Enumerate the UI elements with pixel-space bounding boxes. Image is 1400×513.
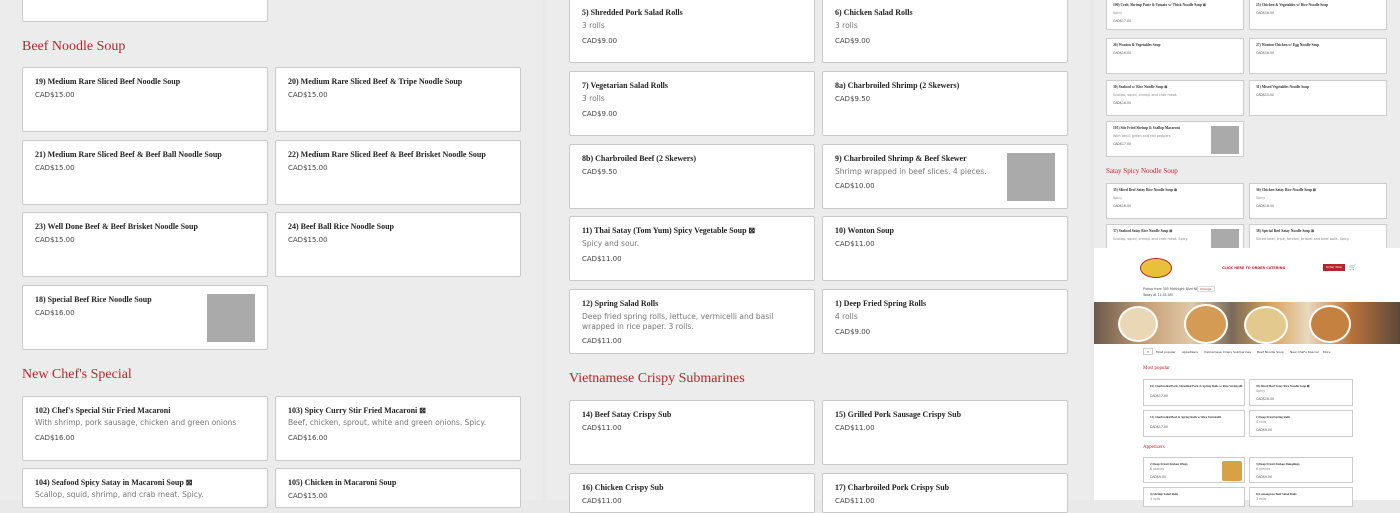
item-price: CAD$16.00 [1113, 204, 1132, 208]
menu-item-card[interactable] [22, 468, 268, 508]
search-icon[interactable]: ⌕ [1143, 348, 1153, 355]
menu-item-card[interactable] [822, 289, 1068, 354]
restaurant-logo [1140, 258, 1172, 278]
item-name: 14) Beef Satay Crispy Sub [582, 410, 672, 419]
menu-item-card[interactable] [275, 212, 521, 277]
nav-submarines[interactable]: Vietnamese Crispy Submarines [1204, 350, 1251, 354]
item-name: 100) Crab, Shrimp Paste & Tomato w/ Thick Noodle Soup ⊠ [1113, 3, 1206, 7]
mini-menu-item-card[interactable] [1249, 410, 1353, 437]
mini-menu-item-card[interactable] [1249, 457, 1353, 483]
item-description: 4 rolls [1256, 420, 1267, 424]
menu-item-card[interactable] [569, 289, 815, 354]
menu-item-card[interactable] [569, 473, 815, 513]
nav-appetizers[interactable]: Appetizers [1182, 350, 1198, 354]
menu-item-card[interactable] [822, 400, 1068, 465]
menu-item-card[interactable] [22, 396, 268, 461]
menu-item-card[interactable] [569, 0, 815, 63]
item-price: CAD$9.00 [835, 328, 871, 336]
item-description: Scallop, squid, shrimp and crab meat. Spicy. [1113, 237, 1189, 241]
item-description: 4 rolls [835, 312, 858, 321]
item-name: 10) Wonton Soup [835, 226, 894, 235]
item-price: CAD$9.00 [582, 37, 618, 45]
menu-item-card[interactable] [275, 140, 521, 205]
item-price: CAD$11.00 [582, 337, 622, 345]
mini-menu-item-card[interactable] [1249, 379, 1353, 406]
left-menu-panel [0, 0, 543, 500]
item-description: 3 rolls [1256, 497, 1267, 501]
item-price: CAD$15.00 [288, 236, 328, 244]
item-price: CAD$17.00 [1150, 394, 1169, 398]
item-price: CAD$10.00 [835, 182, 875, 190]
dish-image [1309, 305, 1351, 343]
dish-image [1184, 304, 1228, 344]
item-name: 35) Sliced Beef Satay Rice Noodle Soup ⊠ [1113, 188, 1178, 192]
nav-more[interactable]: More [1323, 350, 1331, 354]
item-price: CAD$16.00 [288, 434, 328, 442]
item-name: 8b) Charbroiled Beef (2 Skewers) [582, 154, 697, 163]
item-name: 37) Seafood Satay Rice Noodle Soup ⊠ [1113, 229, 1173, 233]
item-description: Spicy [1113, 11, 1123, 15]
item-price: CAD$17.00 [1113, 19, 1132, 23]
mini-menu-item-card[interactable] [1143, 379, 1245, 406]
item-price: CAD$9.00 [582, 110, 618, 118]
item-name: 2) Deep Fried Chicken Wings [1150, 462, 1188, 466]
item-name: 11) Thai Satay (Tom Yum) Spicy Vegetable Soup ⊠ [582, 226, 756, 235]
item-description: 3 rolls [1150, 497, 1161, 501]
menu-item-card[interactable] [822, 216, 1068, 281]
item-description: Spicy and sour. [582, 239, 640, 248]
item-name: 103) Spicy Curry Stir Fried Macaroni ⊠ [288, 406, 426, 415]
item-name: 19) Medium Rare Sliced Beef Noodle Soup [35, 77, 181, 86]
item-name: 22) Medium Rare Sliced Beef & Beef Brisket Noodle Soup [288, 150, 486, 159]
item-name: 38) Special Beef Satay Noodle Soup ⊠ [1256, 229, 1315, 233]
menu-item-card[interactable] [22, 212, 268, 277]
item-description: Shrimp wrapped in beef slices. 4 pieces. [835, 167, 987, 176]
item-name: 23) Well Done Beef & Beef Brisket Noodle Soup [35, 222, 198, 231]
mini-menu-item-card[interactable] [1249, 0, 1387, 30]
item-price: CAD$9.00 [1256, 428, 1272, 432]
item-price: CAD$11.00 [835, 240, 875, 248]
item-name: 12) Charbroiled Beef & Spring Rolls w/ Rice Vermicelli [1150, 415, 1221, 419]
item-name: 105) Chicken in Macaroni Soup [288, 478, 397, 487]
item-price: CAD$16.00 [1256, 51, 1275, 55]
item-price: CAD$11.00 [582, 497, 622, 505]
item-price: CAD$9.50 [582, 168, 618, 176]
item-description: Scallop, squid, shrimp, and crab meat. Spicy. [35, 490, 204, 499]
item-name: 20) Medium Rare Sliced Beef & Tripe Noodle Soup [288, 77, 463, 86]
item-description: 6 pieces [1256, 467, 1271, 471]
item-name: 8a) Charbroiled Shrimp (2 Skewers) [835, 81, 960, 90]
item-name: 18) Special Beef Rice Noodle Soup [35, 295, 152, 304]
item-price: CAD$11.00 [582, 424, 622, 432]
item-price: CAD$16.00 [1113, 101, 1132, 105]
section-heading-popular: Most popular [1143, 366, 1170, 371]
item-description: With basil, green and red peppers [1113, 134, 1171, 138]
item-price: CAD$11.00 [582, 255, 622, 263]
menu-item-card[interactable] [275, 468, 521, 508]
section-heading-subs: Vietnamese Crispy Submarines [569, 371, 745, 386]
item-name: 16) Charbroiled Pork, Shredded Pork & Spring Rolls w/ Rice Vermicelli [1150, 384, 1243, 388]
item-description: Deep fried spring rolls, lettuce, vermicelli and basil wrapped in rice paper. 3 rolls. [582, 312, 774, 331]
item-description: Spicy [1256, 389, 1266, 393]
item-price: CAD$9.00 [835, 37, 871, 45]
middle-menu-panel [547, 0, 1090, 505]
item-image [207, 294, 255, 342]
mini-menu-item-card[interactable] [1143, 410, 1245, 437]
site-preview [1094, 248, 1400, 500]
mini-menu-item-card[interactable] [1249, 80, 1387, 116]
item-name: 12) Spring Salad Rolls [582, 299, 659, 308]
item-image [1211, 126, 1239, 154]
item-name: 21) Medium Rare Sliced Beef & Beef Ball Noodle Soup [35, 150, 222, 159]
item-description: With shrimp, pork sausage, chicken and green onions [35, 418, 237, 427]
item-name: 26) Wonton & Vegetables Soup [1113, 43, 1161, 47]
item-name: 15) Grilled Pork Sausage Crispy Sub [835, 410, 962, 419]
item-name: 101) Stir Fried Shrimp & Scallop Macaroni [1113, 126, 1180, 130]
nav-most-popular[interactable]: Most popular [1156, 350, 1176, 354]
item-image [1222, 461, 1242, 481]
menu-item-card[interactable] [569, 216, 815, 281]
item-price: CAD$17.00 [1150, 425, 1169, 429]
item-price: CAD$15.00 [35, 164, 75, 172]
item-image [1007, 153, 1055, 201]
item-name: 35) Sliced Beef Satay Rice Noodle Soup ⊠ [1256, 384, 1310, 388]
item-name: 36) Chicken Satay Rice Noodle Soup ⊠ [1256, 188, 1316, 192]
item-price: CAD$11.00 [835, 424, 875, 432]
mini-menu-item-card[interactable] [1106, 183, 1244, 219]
menu-item-card[interactable] [22, 67, 268, 132]
item-name: 31) Mixed Vegetables Noodle Soup [1256, 85, 1309, 89]
mini-menu-item-card[interactable] [1106, 80, 1244, 116]
section-heading-satay: Satay Spicy Noodle Soup [1106, 167, 1178, 175]
section-heading-beef: Beef Noodle Soup [22, 39, 126, 54]
menu-item-card[interactable] [275, 396, 521, 461]
item-price: CAD$15.00 [1256, 93, 1275, 97]
item-description: Sliced beef, tripe, tendon, brisket and beef balls. Spicy. [1256, 237, 1350, 241]
item-name: 6) Chicken Salad Rolls [835, 8, 913, 17]
item-name: 30) Seafood w/ Rice Noodle Soup ⊠ [1113, 85, 1168, 89]
item-description: Scallop, squid, shrimp and crab meat. [1113, 93, 1178, 97]
mini-menu-item-card[interactable] [1106, 38, 1244, 74]
item-price: CAD$15.00 [35, 236, 75, 244]
item-price: CAD$9.00 [1150, 475, 1166, 479]
cart-icon[interactable]: 🛒 [1349, 264, 1357, 271]
item-price: CAD$15.00 [288, 164, 328, 172]
item-price: CAD$17.00 [1113, 142, 1132, 146]
menu-item-card[interactable] [569, 144, 815, 209]
item-description: 3 rolls [835, 21, 858, 30]
menu-item-card[interactable] [22, 285, 268, 350]
mini-menu-item-card[interactable] [1106, 121, 1244, 157]
item-name: 8) Lemongrass Beef Salad Rolls [1256, 492, 1297, 496]
catering-link[interactable]: CLICK HERE TO ORDER CATERING [1222, 266, 1286, 270]
item-price: CAD$15.00 [288, 91, 328, 99]
nav-beef-noodle[interactable]: Beef Noodle Soup [1257, 350, 1284, 354]
item-price: CAD$9.50 [835, 95, 871, 103]
mini-menu-item-card[interactable] [1249, 183, 1387, 219]
dish-image [1244, 306, 1288, 344]
item-name: 7) Vegetarian Salad Rolls [582, 81, 669, 90]
hero-food-image [1094, 302, 1400, 344]
item-description: Beef, chicken, sprout, white and green onions. Spicy. [288, 418, 487, 427]
mini-menu-item-card[interactable] [1143, 487, 1245, 507]
section-heading-appetizers: Appetizers [1143, 445, 1165, 450]
menu-item-card[interactable] [22, 140, 268, 205]
menu-item-card[interactable] [275, 67, 521, 132]
menu-item-card[interactable] [22, 0, 268, 22]
item-price: CAD$9.00 [1256, 475, 1272, 479]
item-price: CAD$16.00 [1256, 11, 1275, 15]
right-preview-panel [1094, 0, 1400, 500]
item-name: 17) Charbroiled Pork Crispy Sub [835, 483, 950, 492]
item-description: 3 rolls [582, 21, 605, 30]
pickup-location: Pickup from 305 McKnight Blvd NE [1143, 287, 1199, 291]
mini-menu-item-card[interactable] [1249, 38, 1387, 74]
change-button[interactable]: Change [1197, 286, 1215, 292]
dish-image [1118, 306, 1158, 342]
item-price: CAD$16.00 [1113, 51, 1132, 55]
item-price: CAD$11.00 [835, 497, 875, 505]
item-price: CAD$15.00 [35, 91, 75, 99]
item-price: CAD$16.00 [1256, 204, 1275, 208]
item-name: 1) Deep Fried Spring Rolls [835, 299, 927, 308]
menu-item-card[interactable] [822, 71, 1068, 136]
item-price: CAD$15.00 [288, 492, 328, 500]
menu-item-card[interactable] [569, 400, 815, 465]
item-price: CAD$16.00 [1256, 397, 1275, 401]
order-now-button[interactable]: Order Now [1323, 264, 1345, 271]
nav-chefs-special[interactable]: New Chef's Special [1290, 350, 1319, 354]
item-price: CAD$16.00 [35, 309, 75, 317]
menu-item-card[interactable] [569, 71, 815, 136]
item-name: 16) Chicken Crispy Sub [582, 483, 664, 492]
item-description: 6 pieces [1150, 467, 1165, 471]
item-description: Spicy [1113, 196, 1123, 200]
item-name: 1) Deep Fried Spring Rolls [1256, 415, 1291, 419]
menu-item-card[interactable] [822, 473, 1068, 513]
item-name: 5) Shredded Pork Salad Rolls [582, 8, 683, 17]
item-description: Spicy [1256, 196, 1266, 200]
item-name: 4) Shrimp Salad Rolls [1150, 492, 1179, 496]
item-name: 24) Beef Ball Rice Noodle Soup [288, 222, 394, 231]
item-name: 27) Wonton Chicken w/ Egg Noodle Soup [1256, 43, 1320, 47]
mini-menu-item-card[interactable] [1106, 0, 1244, 30]
item-name: 3) Deep Fried Chicken Dumplings [1256, 462, 1300, 466]
item-name: 102) Chef's Special Stir Fried Macaroni [35, 406, 171, 415]
item-price: CAD$16.00 [35, 434, 75, 442]
menu-item-card[interactable] [822, 144, 1068, 209]
item-name: 104) Seafood Spicy Satay in Macaroni Soup ⊠ [35, 478, 193, 487]
section-heading-chef: New Chef's Special [22, 367, 132, 382]
item-name: 9) Charbroiled Shrimp & Beef Skewer [835, 154, 967, 163]
item-description: 3 rolls [582, 94, 605, 103]
pickup-time: Today at 11:45 AM [1143, 293, 1173, 297]
menu-item-card[interactable] [822, 0, 1068, 63]
item-name: 25) Chicken & Vegetables w/ Rice Noodle Soup [1256, 3, 1328, 7]
mini-menu-item-card[interactable] [1143, 457, 1245, 483]
mini-menu-item-card[interactable] [1249, 487, 1353, 507]
